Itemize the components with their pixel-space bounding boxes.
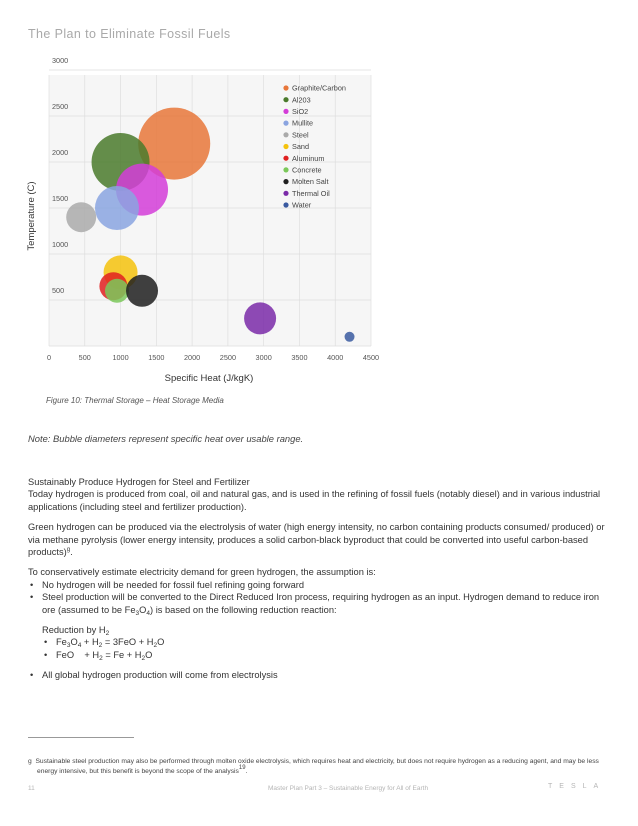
assumption-list	[28, 579, 612, 616]
subscript: 2	[141, 654, 146, 662]
legend-label: Graphite/Carbon	[292, 83, 346, 93]
y-tick-label: 2000	[52, 148, 69, 157]
legend-marker	[283, 167, 288, 172]
footnote-citation: 19	[238, 764, 246, 771]
reaction-part: O	[145, 649, 153, 660]
legend-marker	[283, 97, 288, 102]
legend-label: Al203	[292, 95, 311, 105]
legend-label: Water	[292, 200, 312, 210]
reaction-part: O	[70, 637, 78, 648]
legend-label: Thermal Oil	[292, 188, 330, 198]
legend-marker	[283, 144, 288, 149]
x-tick-label: 1000	[112, 353, 129, 362]
assumption-text-end: ) is based on the following reduction reaction:	[150, 604, 337, 615]
legend-label: SiO2	[292, 107, 309, 116]
tesla-logo: TESLA	[548, 783, 606, 790]
figure-caption: Figure 10: Thermal Storage – Heat Storage Media	[46, 396, 224, 405]
legend-marker	[283, 85, 288, 90]
assumption-item: • All global hydrogen production will come from electrolysis	[28, 669, 612, 681]
subscript: 4	[77, 642, 82, 650]
bubble-concrete	[105, 279, 129, 303]
y-tick-label: 2500	[52, 102, 69, 111]
paragraph-2-text: Green hydrogen can be produced via the electrolysis of water (high energy intensity, no carbon containing products consumed/ produced) or via methane pyrolysis (lower energy intensity, produces a solid carbon-black byproduct that could be converted into useful carbon-based products)	[28, 522, 605, 558]
footnote	[28, 757, 614, 776]
body-text	[28, 476, 612, 690]
subscript: 2	[105, 630, 110, 638]
subscript: 3	[66, 642, 71, 650]
paragraph-1: Today hydrogen is produced from coal, oil and natural gas, and is used in the refining of fossil fuels (notably diesel) and in various industrial applications (including steel and fertilizer production).	[28, 489, 601, 512]
x-tick-label: 1500	[148, 353, 165, 362]
footer-text: Master Plan Part 3 – Sustainable Energy for All of Earth	[268, 785, 429, 792]
footnote-ref-g: g	[66, 547, 71, 554]
reaction-part: = 3FeO + H	[102, 637, 154, 648]
paragraph-3: To conservatively estimate electricity demand for green hydrogen, the assumption is:	[28, 567, 376, 578]
y-tick-label: 500	[52, 286, 65, 295]
footnote-marker: g	[28, 758, 32, 765]
page-number: 11	[28, 785, 35, 792]
legend-marker	[283, 179, 288, 184]
legend-label: Sand	[292, 142, 310, 152]
reaction-item	[42, 636, 612, 648]
bubble-water	[345, 332, 355, 342]
reaction-list	[42, 636, 612, 661]
bubble-molten-salt	[126, 275, 158, 307]
x-tick-label: 3000	[255, 353, 272, 362]
assumption-text: Steel production will be converted to the Direct Reduced Iron process, requiring hydrogen as an input. Hydrogen demand to reduce iron ore (assumed to be Fe	[42, 592, 600, 615]
subscript: 4	[146, 609, 151, 617]
x-tick-label: 4500	[362, 353, 380, 362]
footnote-end: .	[245, 767, 248, 775]
subscript: 3	[135, 609, 140, 617]
page-header-title: The Plan to Eliminate Fossil Fuels	[28, 27, 231, 41]
reduction-title	[42, 624, 612, 636]
reaction-part: = Fe + H	[102, 649, 142, 660]
x-tick-label: 4000	[327, 353, 344, 362]
legend-marker	[283, 132, 288, 137]
legend-label: Aluminum	[292, 153, 325, 163]
paragraph-2	[28, 521, 612, 558]
legend-marker	[283, 191, 288, 196]
reaction-part: FeO + H	[56, 649, 100, 660]
reaction-item	[42, 649, 612, 661]
legend-label: Steel	[292, 130, 309, 140]
x-axis-label: Specific Heat (J/kgK)	[164, 373, 254, 384]
x-tick-label: 0	[46, 353, 52, 362]
x-tick-label: 2000	[183, 353, 201, 362]
footnote-text: Sustainable steel production may also be performed through molten oxide electrolysis, which requires heat and electricity, but does not require hydrogen as a reducing agent, and may be less energy intensive, but this benefit is beyond the scope of the analysis	[35, 758, 599, 775]
assumption-list-2	[28, 669, 612, 681]
y-tick-label: 3000	[52, 56, 69, 65]
reduction-block	[28, 624, 612, 661]
x-tick-label: 3500	[291, 353, 308, 362]
assumption-item: • No hydrogen will be needed for fossil fuel refining going forward	[28, 579, 612, 591]
bubble-mullite	[95, 186, 139, 230]
x-tick-label: 500	[78, 353, 91, 362]
y-tick-label: 1000	[52, 240, 69, 249]
x-tick-label: 2500	[219, 353, 237, 362]
reaction-part: + H	[81, 637, 99, 648]
subscript: 2	[99, 654, 103, 662]
bubble-thermal-oil	[244, 302, 276, 334]
legend-marker	[283, 121, 288, 126]
reduction-title-text: Reduction by H	[42, 625, 106, 636]
legend-marker	[283, 202, 288, 207]
legend-label: Molten Salt	[292, 177, 329, 187]
footnote-divider	[28, 737, 134, 738]
subscript: 2	[98, 642, 103, 650]
assumption-item: • Steel production will be converted to the Direct Reduced Iron process, requiring hydrogen as an input. Hydrogen demand to reduce iron ore (assumed to be $Fe_3O_4$) is based on the following reduction reaction:	[28, 591, 612, 616]
y-axis-label: Temperature (C)	[26, 181, 37, 251]
bubble-chart	[22, 56, 382, 392]
section-heading: Sustainably Produce Hydrogen for Steel and Fertilizer	[28, 477, 250, 487]
subscript: 2	[153, 642, 158, 650]
reaction-part: O	[157, 637, 165, 648]
reaction-part: Fe	[56, 637, 67, 648]
legend-marker	[283, 156, 288, 161]
paragraph-2-end: .	[70, 547, 73, 558]
chart-note: Note: Bubble diameters represent specific heat over usable range.	[28, 433, 304, 444]
legend-label: Concrete	[292, 165, 322, 175]
y-tick-label: 1500	[52, 194, 69, 203]
legend-marker	[283, 109, 288, 114]
legend-label: Mullite	[292, 118, 314, 128]
bubble-steel	[66, 202, 96, 232]
